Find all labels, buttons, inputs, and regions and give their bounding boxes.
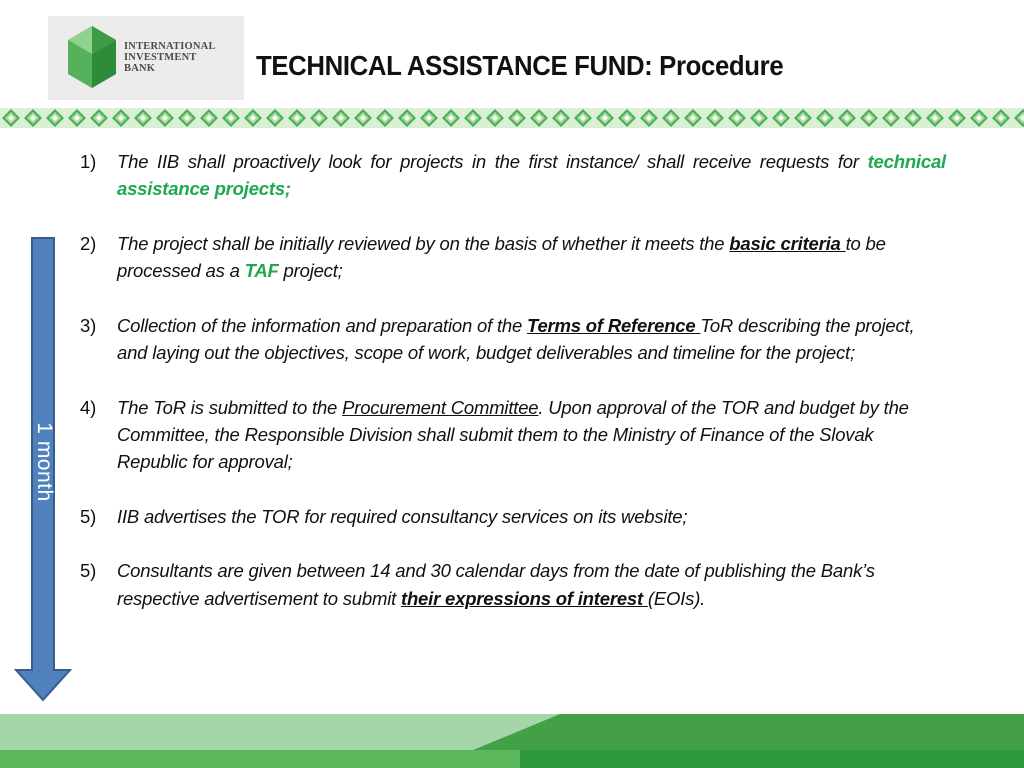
step-number: 1) [80, 151, 97, 172]
logo-line-2: INVESTMENT [124, 52, 197, 63]
step-number: 5) [80, 560, 97, 582]
expressions-of-interest-link[interactable]: their expressions of interest [401, 587, 648, 609]
list-item [80, 503, 946, 530]
step-number: 5) [80, 505, 97, 527]
list-item [80, 230, 946, 285]
step-text: The ToR is submitted to the [117, 396, 343, 418]
step-text: Consultants are given between 14 and 30 calendar days from the date of publishing the Bank’s respective advertisement to submit [117, 560, 875, 609]
procurement-committee-link[interactable]: Procurement Committee [342, 396, 539, 418]
step-text: IIB advertises the TOR for required consultancy services on its website; [117, 505, 688, 527]
logo-text [124, 41, 216, 74]
logo-line-3: BANK [124, 63, 156, 74]
page-title: TECHNICAL ASSISTANCE FUND: Procedure [256, 50, 784, 81]
decorative-pattern-band [0, 108, 1024, 128]
list-item [80, 148, 946, 203]
procedure-steps [80, 148, 946, 612]
step-text: ToR describing the project, and laying out the objectives, scope of work, budget deliverables and timeline for the project; [117, 314, 915, 364]
step-number: 2) [80, 232, 97, 254]
step-text: . Upon approval of the TOR and budget by the Committee, the Responsible Division shall submit them to the Ministry of Finance of the Slovak Republic for approval; [117, 396, 909, 473]
basic-criteria-link[interactable]: basic criteria [729, 232, 846, 254]
terms-of-reference-link[interactable]: Terms of Reference [527, 314, 701, 336]
step-highlight: TAF [244, 260, 279, 282]
step-number: 3) [80, 314, 97, 336]
logo-emblem-icon [64, 24, 120, 90]
timeline-label: 1 month [33, 422, 56, 502]
logo-line-1: INTERNATIONAL [124, 41, 216, 52]
footer-band [0, 714, 1024, 768]
step-number: 4) [80, 396, 97, 418]
list-item [80, 394, 946, 476]
step-text: The project shall be initially reviewed by on the basis of whether it meets the [117, 232, 730, 254]
step-highlight: technical assistance projects; [117, 151, 946, 200]
step-text: (EOIs). [647, 587, 706, 609]
step-text: Collection of the information and preparation of the [117, 314, 528, 336]
step-text: to be processed as a [117, 232, 886, 282]
list-item [80, 312, 946, 367]
list-item [80, 557, 946, 612]
step-text: The IIB shall proactively look for projects in the first instance/ shall receive requests for [117, 151, 868, 172]
step-text: project; [278, 260, 343, 282]
logo [48, 16, 244, 100]
